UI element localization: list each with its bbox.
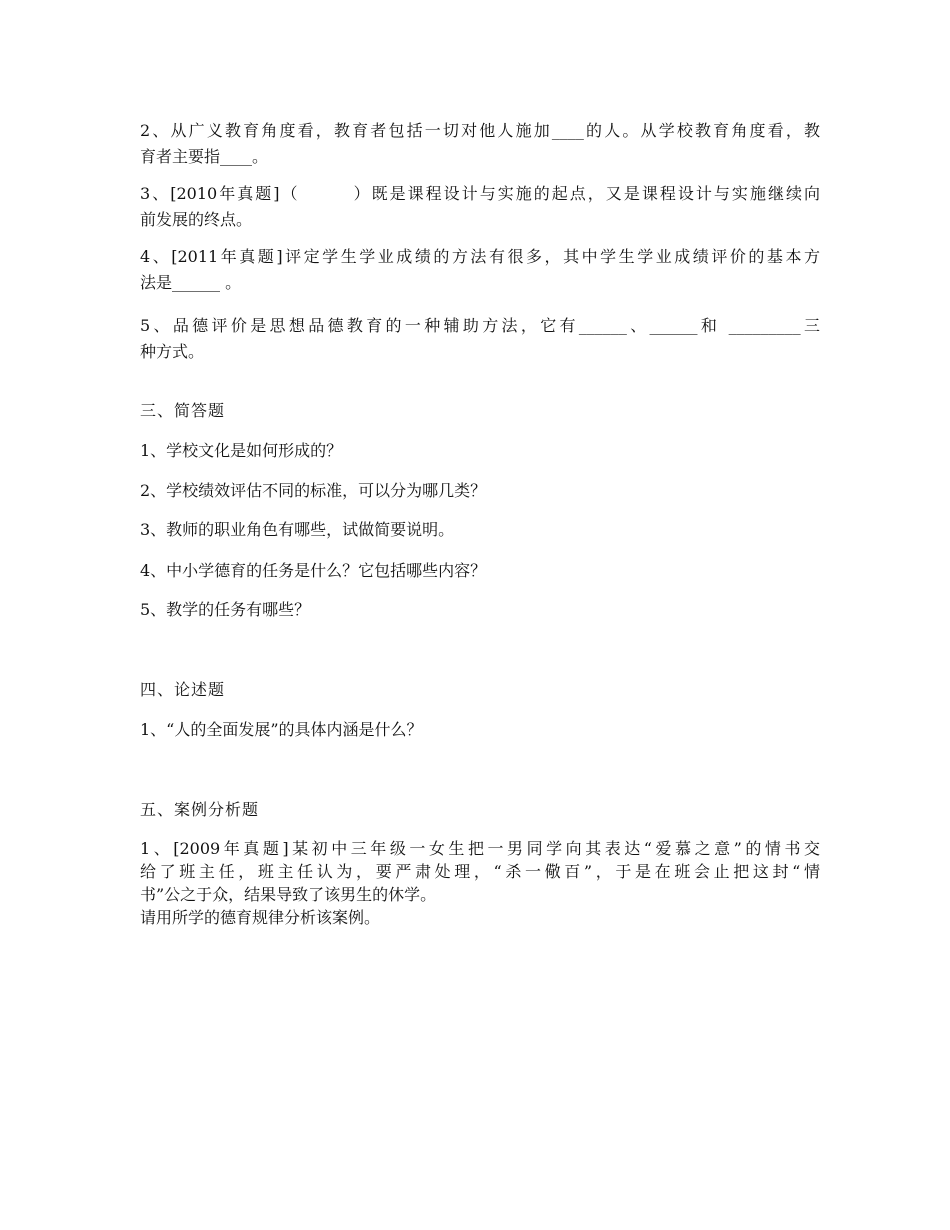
question-3-line-1: 3、[2010年真题]（ ）既是课程设计与实施的起点，又是课程设计与实施继续向 xyxy=(140,184,820,203)
essay-heading: 四、论述题 xyxy=(140,680,226,699)
question-3-line-2: 前发展的终点。 xyxy=(140,210,253,229)
question-2-line-2: 育者主要指____。 xyxy=(140,147,269,166)
question-4-line-2: 法是______ 。 xyxy=(140,273,242,292)
short-answer-item: 2、学校绩效评估不同的标准，可以分为哪几类？ xyxy=(140,481,487,500)
case-analysis-line: 书”公之于众，结果导致了该男生的休学。 xyxy=(140,885,437,904)
case-analysis-heading: 五、案例分析题 xyxy=(140,800,260,819)
short-answer-item: 3、教师的职业角色有哪些，试做简要说明。 xyxy=(140,520,455,539)
case-analysis-line: 给了班主任，班主任认为，要严肃处理，“杀一儆百”，于是在班会止把这封“情 xyxy=(140,862,820,881)
short-answer-item: 4、中小学德育的任务是什么？它包括哪些内容？ xyxy=(140,561,487,580)
case-analysis-line: 1、[2009年真题]某初中三年级一女生把一男同学向其表达“爱慕之意”的情书交 xyxy=(140,839,820,858)
question-2-line-1: 2、从广义教育角度看，教育者包括一切对他人施加____的人。从学校教育角度看，教 xyxy=(140,121,820,140)
essay-item: 1、“人的全面发展”的具体内涵是什么？ xyxy=(140,720,423,739)
question-4-line-1: 4、[2011年真题]评定学生学业成绩的方法有很多，其中学生学业成绩评价的基本方 xyxy=(140,247,820,266)
question-5-line-2: 种方式。 xyxy=(140,342,205,361)
case-analysis-prompt: 请用所学的德育规律分析该案例。 xyxy=(140,908,381,927)
short-answer-heading: 三、简答题 xyxy=(140,401,226,420)
short-answer-item: 1、学校文化是如何形成的？ xyxy=(140,441,343,460)
short-answer-item: 5、教学的任务有哪些？ xyxy=(140,600,311,619)
question-5-line-1: 5、品德评价是思想品德教育的一种辅助方法，它有______、______和 _________三 xyxy=(140,316,820,335)
